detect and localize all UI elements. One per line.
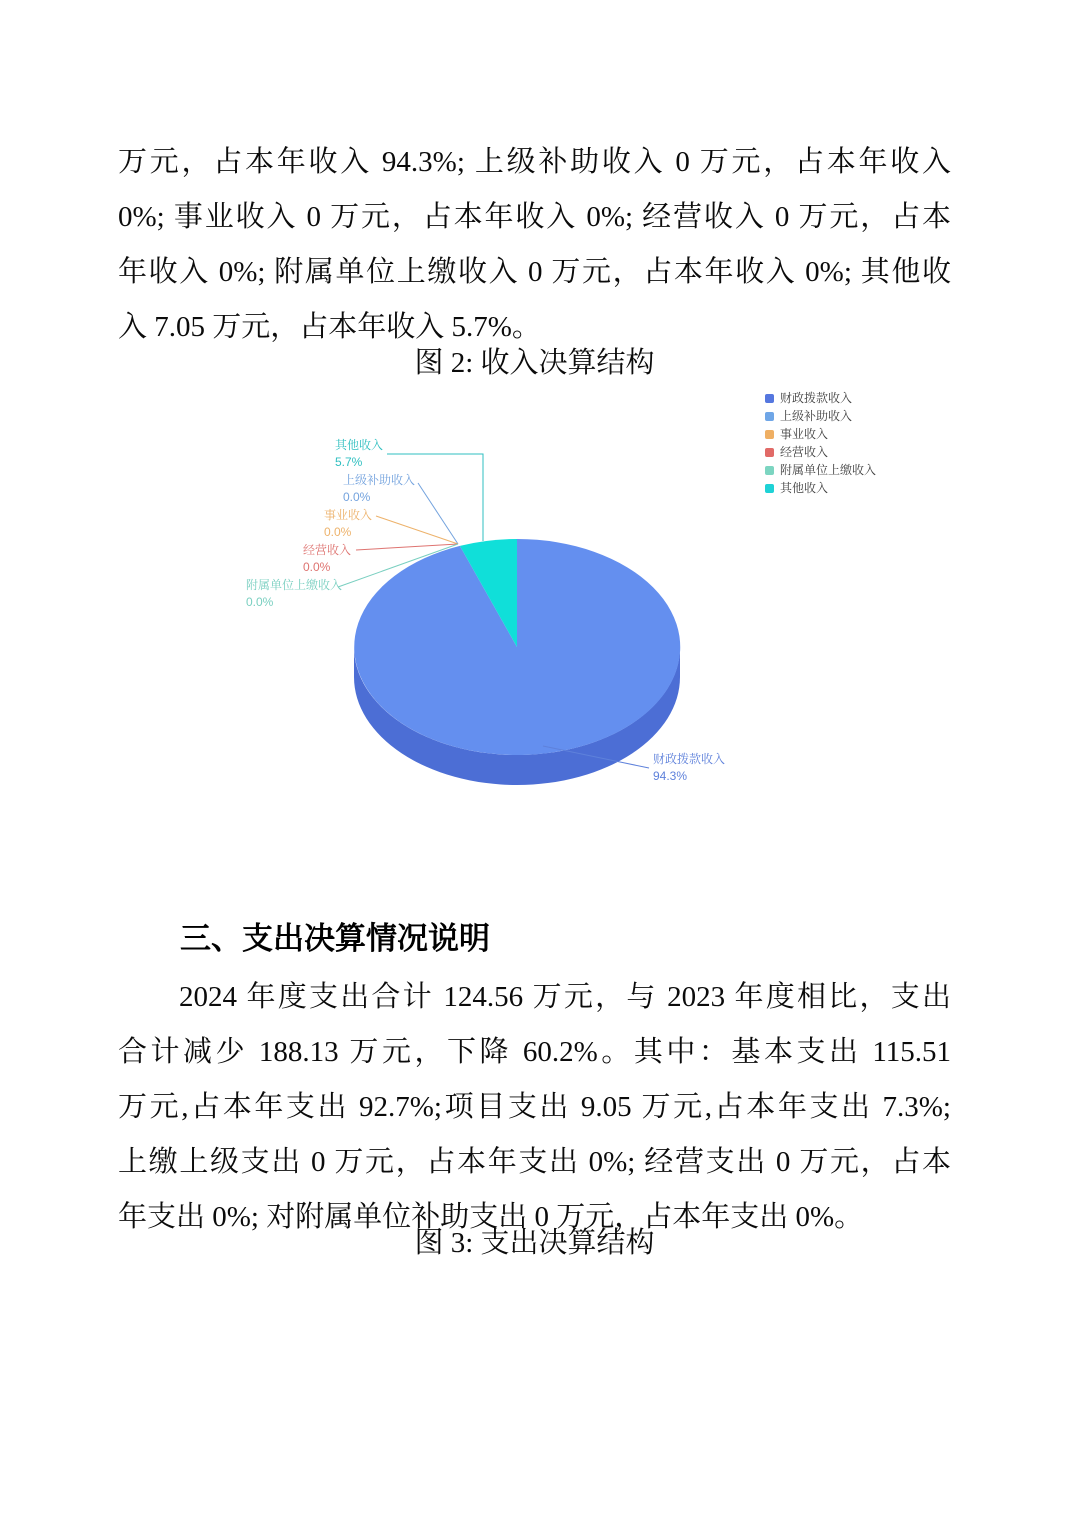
text-line: 万元,占本年支出 92.7%;项目支出 9.05 万元,占本年支出 7.3%; (118, 1091, 951, 1123)
legend-swatch-icon (765, 466, 774, 475)
text-line: 上缴上级支出 0 万元，占本年支出 0%; 经营支出 0 万元，占本 (118, 1146, 951, 1178)
pie-label-name: 经营收入 (303, 543, 352, 557)
legend-swatch-icon (765, 412, 774, 421)
legend-swatch-icon (765, 430, 774, 439)
legend-swatch-icon (765, 484, 774, 493)
pie-label-operating (303, 542, 351, 576)
pie-label-fiscal (653, 751, 725, 785)
income-pie-chart (230, 375, 910, 825)
text-line: 万元，占本年收入 94.3%; 上级补助收入 0 万元，占本年收入 (118, 146, 951, 178)
legend-item (765, 461, 876, 479)
figure3-caption: 图 3: 支出决算结构 (414, 1227, 655, 1259)
section3-heading: 三、支出决算情况说明 (180, 921, 490, 956)
pie-label-name: 附属单位上缴收入 (246, 578, 343, 592)
pie-label-upper-subsidy (343, 472, 415, 506)
legend-swatch-icon (765, 394, 774, 403)
text-line: 合计减少 188.13 万元，下降 60.2%。其中：基本支出 115.51 (118, 1036, 951, 1068)
pie-slice-fiscal (354, 539, 680, 755)
text-line: 2024 年度支出合计 124.56 万元，与 2023 年度相比，支出 (179, 981, 951, 1013)
text-line: 年支出 0%; 对附属单位补助支出 0 万元，占本年支出 0%。 (118, 1201, 864, 1233)
pie-label-percent: 0.0% (324, 525, 352, 539)
legend-label: 财政拨款收入 (780, 391, 853, 405)
legend-label: 事业收入 (780, 427, 829, 441)
legend-label: 其他收入 (780, 481, 829, 495)
pie-label-percent: 0.0% (343, 490, 371, 504)
leader-line-business (376, 516, 458, 544)
pie-label-percent: 94.3% (653, 769, 688, 783)
legend-item (765, 443, 876, 461)
legend-item (765, 407, 876, 425)
legend-item (765, 425, 876, 443)
text-line: 入 7.05 万元，占本年收入 5.7%。 (118, 311, 541, 343)
legend-label: 经营收入 (780, 445, 829, 459)
expenditure-paragraph (118, 970, 951, 1245)
text-line: 年收入 0%; 附属单位上缴收入 0 万元，占本年收入 0%; 其他收 (118, 256, 951, 288)
chart-legend (765, 389, 876, 497)
pie-label-name: 事业收入 (324, 508, 373, 522)
pie-label-percent: 5.7% (335, 455, 363, 469)
legend-swatch-icon (765, 448, 774, 457)
figure2-caption: 图 2: 收入决算结构 (414, 347, 655, 379)
pie-label-name: 其他收入 (335, 438, 384, 452)
income-paragraph (118, 135, 951, 355)
pie-label-other (335, 437, 383, 471)
pie-label-business (324, 507, 372, 541)
pie-label-percent: 0.0% (303, 560, 331, 574)
pie-label-percent: 0.0% (246, 595, 274, 609)
pie-label-name: 财政拨款收入 (653, 752, 726, 766)
pie-label-affiliated (246, 577, 342, 611)
legend-item (765, 479, 876, 497)
legend-item (765, 389, 876, 407)
pie-label-name: 上级补助收入 (343, 473, 416, 487)
leader-line-upper-subsidy (418, 483, 458, 544)
legend-label: 附属单位上缴收入 (780, 463, 877, 477)
legend-label: 上级补助收入 (780, 409, 853, 423)
text-line: 0%; 事业收入 0 万元，占本年收入 0%; 经营收入 0 万元，占本 (118, 201, 951, 233)
